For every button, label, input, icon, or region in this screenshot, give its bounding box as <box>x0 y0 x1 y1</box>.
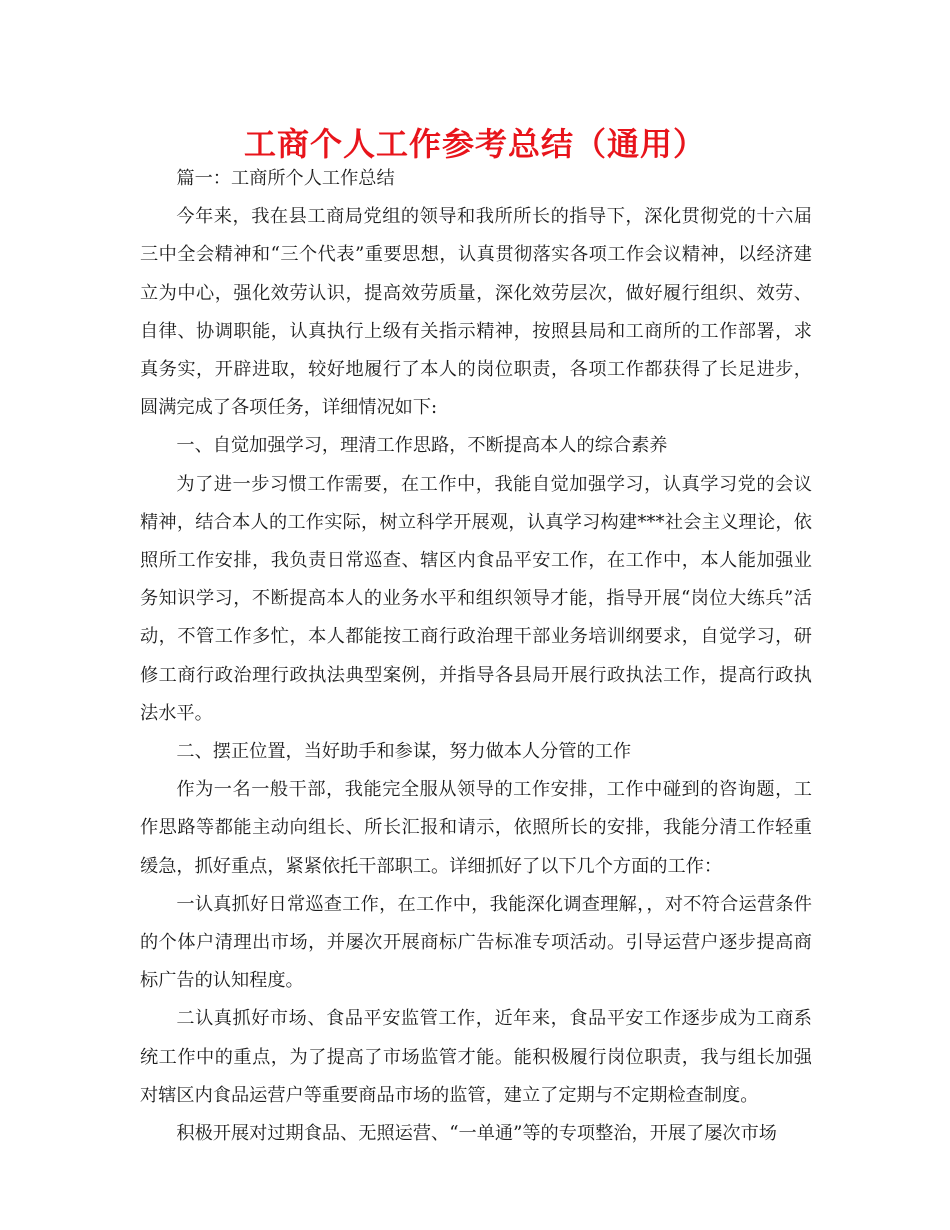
document-title: 工商个人工作参考总结（通用） <box>243 125 706 163</box>
paragraph-position: 作为一名一般干部，我能完全服从领导的工作安排，工作中碰到的咨询题，工作思路等都能主动向组长、所长汇报和请示，依照所长的安排，我能分清工作轻重缓急，抓好重点，紧紧依托干部职工。详细抓好了以下几个方面的工作： <box>140 779 812 877</box>
paragraph-food-safety: 二认真抓好市场、食品平安监管工作，近年来，食品平安工作逐步成为工商系统工作中的重点，为了提高了市场监管才能。能积极履行岗位职责，我与组长加强对辖区内食品运营户等重要商品市场的监管，建立了定期与不定期检查制度。 <box>140 1008 812 1106</box>
section-heading-part-one: 篇一：工商所个人工作总结 <box>176 168 395 189</box>
paragraph-special-rectification: 积极开展对过期食品、无照运营、“一单通”等的专项整治，开展了屡次市场 <box>176 1123 777 1145</box>
paragraph-intro: 今年来，我在县工商局党组的领导和我所所长的指导下，深化贯彻党的十六届三中全会精神和“三个代表”重要思想，认真贯彻落实各项工作会议精神，以经济建立为中心，强化效劳认识，提高效劳质量，深化效劳层次，做好履行组织、效劳、自律、协调职能，认真执行上级有关指示精神，按照县局和工商所的工作部署，求真务实，开辟进取，较好地履行了本人的岗位职责，各项工作都获得了长足进步，圆满完成了各项任务，详细情况如下: <box>140 206 812 419</box>
section-heading-position: 二、摆正位置，当好助手和参谋，努力做本人分管的工作 <box>176 741 632 763</box>
section-heading-study: 一、自觉加强学习，理清工作思路，不断提高本人的综合素养 <box>176 435 668 457</box>
document-body <box>140 160 812 1153</box>
paragraph-study: 为了进一步习惯工作需要，在工作中，我能自觉加强学习，认真学习党的会议精神，结合本人的工作实际，树立科学开展观，认真学习构建***社会主义理论，依照所工作安排，我负责日常巡查、辖区内食品平安工作，在工作中，本人能加强业务知识学习，不断提高本人的业务水平和组织领导才能，指导开展“岗位大练兵”活动，不管工作多忙，本人都能按工商行政治理干部业务培训纲要求，自觉学习，研修工商行政治理行政执法典型案例，并指导各县局开展行政执法工作，提高行政执法水平。 <box>140 473 812 724</box>
paragraph-inspection: 一认真抓好日常巡查工作，在工作中，我能深化调查理解，，对不符合运营条件的个体户清理出市场，并屡次开展商标广告标准专项活动。引导运营户逐步提高商标广告的认知程度。 <box>140 893 812 992</box>
